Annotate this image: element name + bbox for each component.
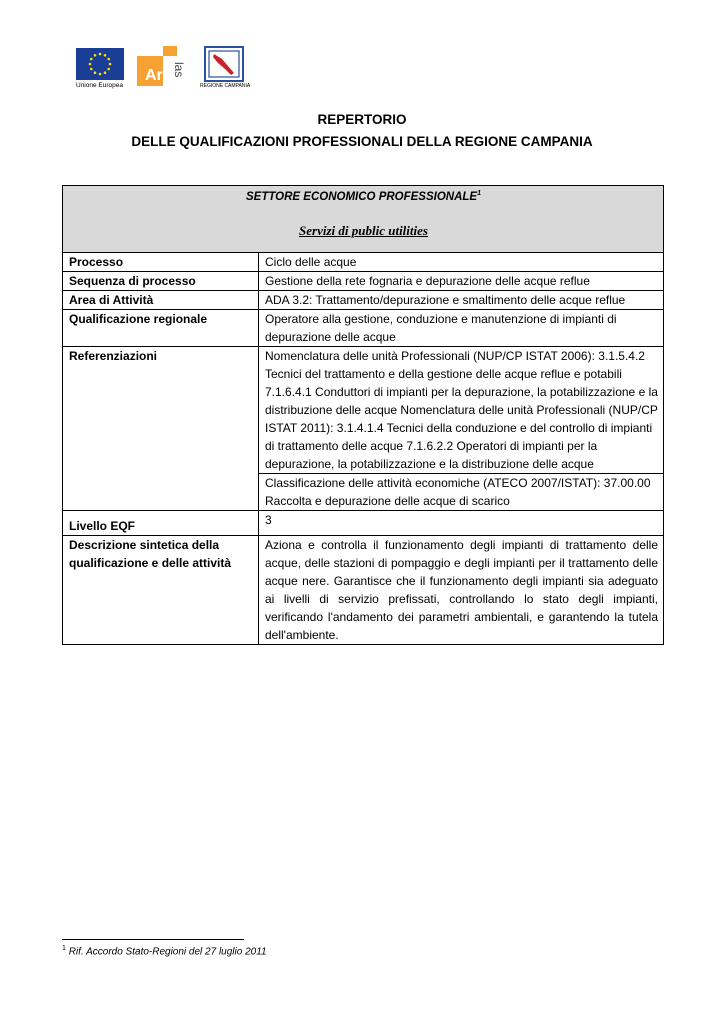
footnote-ref: 1 xyxy=(477,190,481,198)
sector-row xyxy=(63,186,664,253)
sequenza-value: Gestione della rete fognaria e depurazione delle acque reflue xyxy=(259,272,664,291)
sequenza-label: Sequenza di processo xyxy=(63,272,259,291)
header-logos xyxy=(76,46,256,94)
area-label: Area di Attività xyxy=(63,291,259,310)
descrizione-label: Descrizione sintetica della qualificazione e delle attività xyxy=(63,536,259,645)
table-row xyxy=(63,272,664,291)
table-row xyxy=(63,511,664,536)
regione-campania-caption: REGIONE CAMPANIA xyxy=(200,83,251,89)
sector-header-cell xyxy=(63,186,664,253)
table-row xyxy=(63,347,664,474)
svg-text:las: las xyxy=(172,62,186,78)
table-row xyxy=(63,536,664,645)
table-row xyxy=(63,291,664,310)
regione-campania-logo-icon xyxy=(204,46,244,82)
arlas-logo-icon xyxy=(137,46,186,86)
qualification-table xyxy=(62,185,664,645)
eu-caption: Unione Europea xyxy=(76,82,123,89)
footnote-divider xyxy=(62,939,244,940)
nup-value: Nomenclatura delle unità Professionali (NUP/CP ISTAT 2006): 3.1.5.4.2 Tecnici del trattamento e della gestione delle acque reflue e potabili 7.1.6.4.1 Conduttori di impianti per la depurazione, la potabilizzazione e la distribuzione delle acque Nomenclatura delle unità Professionali (NUP/CP ISTAT 2011): 3.1.4.1.4 Tecnici della conduzione e del controllo di impianti di trattamento delle acque 7.1.6.2.2 Operatori di impianti per la depurazione, la potabilizzazione e la distribuzione delle acque xyxy=(259,347,664,474)
descrizione-value: Aziona e controlla il funzionamento degli impianti di trattamento delle acque, delle stazioni di pompaggio e degli impianti per il trattamento delle acque nere. Garantisce che il funzionamento degli impianti sia adeguato ai livelli di servizio prefissati, controllando lo stato degli impianti, verificando l'andamento dei parametri ambientali, e garantendo la tutela dell'ambiente. xyxy=(259,536,664,645)
title-line-2: DELLE QUALIFICAZIONI PROFESSIONALI DELLA REGIONE CAMPANIA xyxy=(131,134,593,149)
title-line-1: REPERTORIO xyxy=(317,112,407,127)
sector-label: SETTORE ECONOMICO PROFESSIONALE$^1$ xyxy=(246,190,481,203)
table-row xyxy=(63,310,664,347)
livello-label: Livello EQF xyxy=(63,511,259,536)
livello-value: 3 xyxy=(259,511,664,536)
referenziazioni-label: Referenziazioni xyxy=(63,347,259,511)
footnote-text: Rif. Accordo Stato-Regioni del 27 luglio 2011 xyxy=(68,946,267,958)
table-row xyxy=(63,253,664,272)
footnote xyxy=(62,945,267,957)
processo-value: Ciclo delle acque xyxy=(259,253,664,272)
area-value: ADA 3.2: Trattamento/depurazione e smaltimento delle acque reflue xyxy=(259,291,664,310)
qualificazione-label: Qualificazione regionale xyxy=(63,310,259,347)
svg-text:Ar: Ar xyxy=(145,67,163,84)
processo-label: Processo xyxy=(63,253,259,272)
footnote-number: 1 xyxy=(62,945,66,952)
qualificazione-value: Operatore alla gestione, conduzione e manutenzione di impianti di depurazione delle acque xyxy=(259,310,664,347)
sector-value: Servizi di public utilities xyxy=(299,223,428,238)
ateco-value: Classificazione delle attività economiche (ATECO 2007/ISTAT): 37.00.00 Raccolta e depurazione delle acque di scarico xyxy=(259,474,664,511)
eu-flag-icon xyxy=(76,48,124,80)
